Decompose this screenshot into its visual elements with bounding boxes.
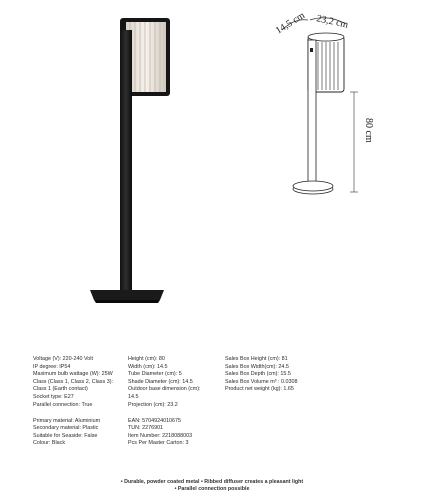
spec-box-depth: Sales Box Depth (cm): 15.5 (225, 371, 291, 378)
spec-tube-diameter: Tube Diameter (cm): 5 (128, 371, 182, 378)
spec-height: Height (cm): 80 (128, 356, 165, 362)
spec-primary-material: Primary material: Aluminium (33, 417, 101, 424)
spec-item-number: Item Number: 2218088003 (128, 432, 193, 439)
feature-bullets-line-1: • Durable, powder coated metal • Ribbed diffuser creates a pleasant light (120, 479, 304, 485)
specs-column-dimensions (128, 356, 201, 448)
spec-secondary-material: Secondary material: Plastic (33, 425, 99, 432)
spec-shade-diameter: Shade Diameter (cm): 14.5 (128, 378, 193, 385)
feature-bullets-line-2: • Parallel connection possible (174, 486, 250, 492)
spec-net-weight: Product net weight (kg): 1.65 (225, 386, 294, 393)
spec-width: Width (cm): 14.5 (128, 363, 168, 370)
spec-base-dimension-value: 14.5 (128, 393, 139, 400)
spec-parallel: Parallel connection: True (33, 401, 93, 408)
spec-class: Class (Class 1, Class 2, Class 3): (33, 378, 113, 385)
spec-colour: Colour: Black (33, 440, 66, 447)
product-photo (60, 10, 210, 310)
spec-max-wattage: Maximum bulb wattage (W): 25W (33, 371, 113, 378)
spec-voltage: Voltage (V): 220-240 Volt (33, 356, 93, 362)
specs-column-electrical (33, 356, 113, 448)
spec-class-value: Class 1 (Earth contact) (33, 386, 88, 393)
spec-socket: Socket type: E27 (33, 393, 74, 400)
dim-height-label: 80 cm (363, 118, 374, 143)
dim-depth-label: 14,5 cm (273, 10, 307, 37)
spec-ean: EAN: 5704924010675 (128, 417, 182, 424)
spec-box-width: Sales Box Width(cm): 24.5 (225, 363, 289, 370)
spec-ip-degree: IP degree: IP54 (33, 363, 71, 370)
spec-tun: TUN: 2276901 (128, 425, 164, 432)
spec-box-height: Sales Box Height (cm): 81 (225, 356, 288, 362)
dim-width-label: 23,2 cm (315, 13, 350, 31)
spec-base-dimension: Outdoor base dimension (cm): (128, 386, 201, 393)
technical-drawing (270, 10, 410, 220)
spec-box-volume: Sales Box Volume m³ : 0.0308 (225, 378, 298, 385)
spec-seaside: Suitable for Seaside: False (33, 432, 98, 439)
spec-pcs-per-carton: Pcs Per Master Carton: 3 (128, 440, 189, 447)
specs-column-packaging (225, 356, 298, 394)
spec-projection: Projection (cm): 23.2 (128, 401, 178, 408)
